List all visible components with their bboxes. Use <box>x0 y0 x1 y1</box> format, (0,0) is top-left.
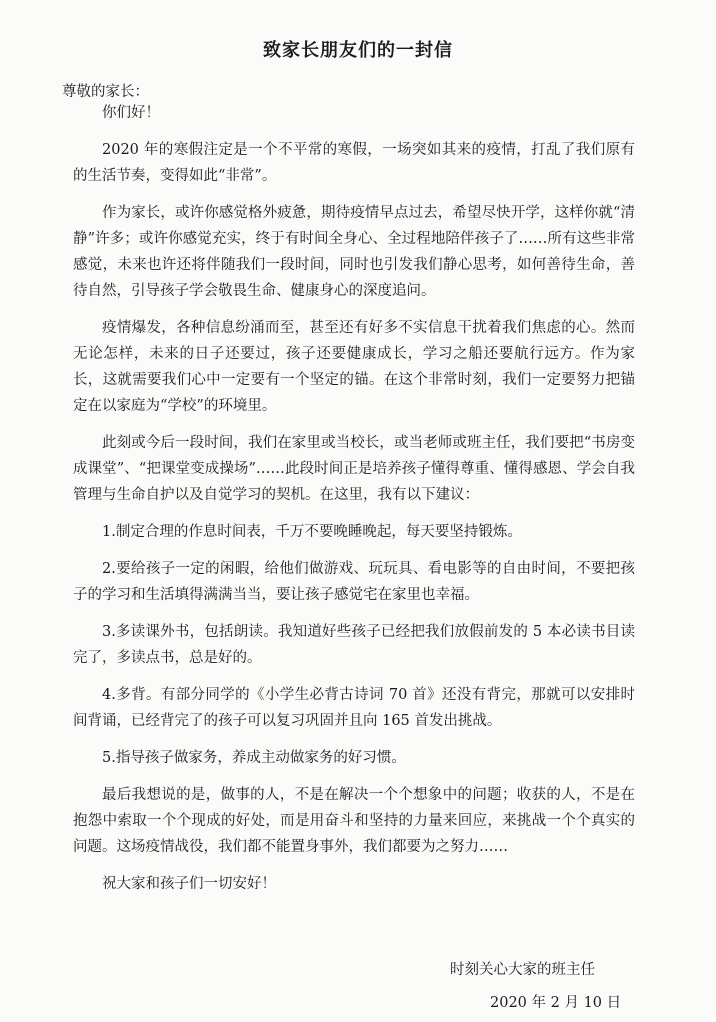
paragraph-closing: 最后我想说的是，做事的人，不是在解决一个个想象中的问题；收获的人，不是在抱怨中索取一个个现成的好处，而是用奋斗和坚持的力量来回应，来挑战一个个真实的问题。这场疫情战役，我们都不能置身事外，我们都要为之努力…… <box>73 787 635 855</box>
paragraph-epidemic: 疫情爆发，各种信息纷涌而至，甚至还有好多不实信息干扰着我们焦虑的心。然而无论怎样，未来的日子还要过，孩子还要健康成长，学习之船还要航行远方。作为家长，这就需要我们心中一定要有一个坚定的锚。在这个非常时刻，我们一定要努力把锚定在以家庭为“学校”的环境里。 <box>73 320 635 414</box>
letter-title: 致家长朋友们的一封信 <box>263 40 453 61</box>
paragraph-winter-break: 2020 年的寒假注定是一个不平常的寒假，一场突如其来的疫情，打乱了我们原有的生活节奏，变得如此“非常”。 <box>73 142 635 184</box>
letter-body <box>73 100 635 908</box>
suggestion-item-1: 1.制定合理的作息时间表，千万不要晚睡晚起，每天要坚持锻炼。 <box>102 524 522 540</box>
salutation: 尊敬的家长： <box>62 84 149 100</box>
signature: 时刻关心大家的班主任 <box>450 962 595 978</box>
paragraph-home-school: 此刻或今后一段时间，我们在家里或当校长，或当老师或班主任，我们要把“书房变成课堂”、“把课堂变成操场”……此段时间正是培养孩子懂得尊重、懂得感恩、学会自我管理与生命自护以及自觉学习的契机。在这里，我有以下建议： <box>73 435 635 503</box>
suggestion-item-5: 5.指导孩子做家务，养成主动做家务的好习惯。 <box>102 750 406 766</box>
suggestion-item-2: 2.要给孩子一定的闲暇，给他们做游戏、玩玩具、看电影等的自由时间，不要把孩子的学习和生活填得满满当当，要让孩子感觉宅在家里也幸福。 <box>73 561 635 603</box>
paragraph-parent-feelings: 作为家长，或许你感觉格外疲惫，期待疫情早点过去，希望尽快开学，这样你就“清静”许多；或许你感觉充实，终于有时间全身心、全过程地陪伴孩子了……所有这些非常感觉，未来也许还将伴随我们一段时间，同时也引发我们静心思考，如何善待生命，善待自然，引导孩子学会敬畏生命、健康身心的深度追问。 <box>73 205 635 299</box>
suggestion-item-4: 4.多背。有部分同学的《小学生必背古诗词 70 首》还没有背完，那就可以安排时间背诵，已经背完了的孩子可以复习巩固并且向 165 首发出挑战。 <box>73 687 635 729</box>
suggestion-item-3: 3.多读课外书，包括朗读。我知道好些孩子已经把我们放假前发的 5 本必读书目读完了，多读点书，总是好的。 <box>73 624 635 666</box>
letter-date: 2020 年 2 月 10 日 <box>490 995 622 1011</box>
paragraph-greeting: 你们好！ <box>102 105 160 121</box>
paragraph-wishes: 祝大家和孩子们一切安好！ <box>102 876 276 892</box>
